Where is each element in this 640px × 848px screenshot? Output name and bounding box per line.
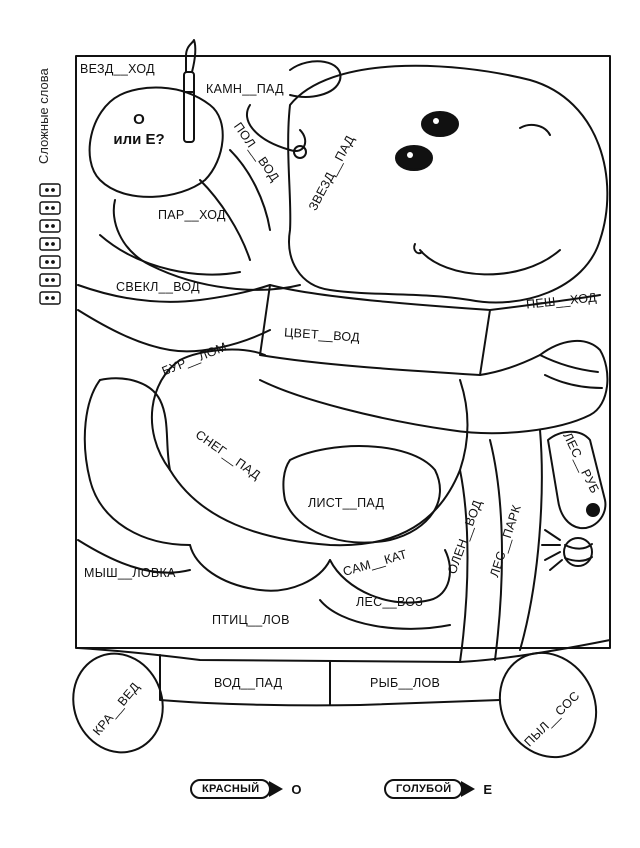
legend-letter: Е bbox=[483, 781, 493, 797]
hippo-eye-right bbox=[396, 146, 432, 170]
word-vezdekhod: ВЕЗД__ХОД bbox=[80, 62, 155, 76]
word-burelom: БУР__ЛОМ bbox=[159, 339, 229, 379]
word-parokhod: ПАР__ХОД bbox=[158, 208, 226, 222]
hippo-smile bbox=[420, 250, 560, 274]
hint-line-1: О bbox=[133, 111, 145, 128]
ball-icon bbox=[542, 530, 592, 570]
word-pylesos: ПЫЛ__СОС bbox=[521, 688, 583, 750]
word-snegopad: СНЕГ__ПАД bbox=[192, 427, 264, 483]
car-wheel-right bbox=[481, 635, 615, 775]
word-myshelovka: МЫШ__ЛОВКА bbox=[84, 566, 176, 580]
word-zvezdopad: ЗВЕЗД__ПАД bbox=[305, 133, 358, 213]
word-polovod: ПОЛ__ВОД bbox=[230, 119, 282, 185]
word-lesopark: ЛЕС__ПАРК bbox=[487, 503, 524, 579]
word-rybolov: РЫБ__ЛОВ bbox=[370, 676, 441, 690]
hippo-ear bbox=[290, 61, 340, 97]
car-body bbox=[78, 640, 610, 662]
belly-patch bbox=[283, 446, 440, 543]
word-olenevod: ОЛЕН__ВОД bbox=[444, 498, 485, 576]
hippo-arm bbox=[260, 341, 607, 433]
word-kraeved: КРА__ВЕД bbox=[90, 679, 143, 739]
word-listopad: ЛИСТ__ПАД bbox=[308, 496, 385, 510]
word-lesorub: ЛЕС__РУБ bbox=[560, 430, 602, 496]
word-tsvetovod: ЦВЕТ__ВОД bbox=[283, 325, 361, 345]
word-lesovoz: ЛЕС__ВОЗ bbox=[356, 595, 424, 609]
pencils-icon bbox=[36, 182, 64, 322]
pencil-tip-icon bbox=[461, 781, 475, 797]
hint-text bbox=[104, 110, 174, 150]
legend-color-name: КРАСНЫЙ bbox=[190, 779, 271, 799]
word-ptitselov: ПТИЦ__ЛОВ bbox=[212, 613, 290, 627]
word-peshekhod: ПЕШ__ХОД bbox=[525, 290, 598, 312]
legend-color-name: ГОЛУБОЙ bbox=[384, 779, 463, 799]
pencil-tip-icon bbox=[269, 781, 283, 797]
word-sveklovod: СВЕКЛ__ВОД bbox=[116, 280, 200, 294]
legend-item-red bbox=[190, 778, 302, 800]
legend-letter: О bbox=[291, 781, 302, 797]
legend-item-blue bbox=[384, 778, 492, 800]
word-kamnepad: КАМН__ПАД bbox=[206, 82, 284, 96]
word-samokat: САМ__КАТ bbox=[341, 547, 409, 579]
hippo-eye-left bbox=[422, 112, 458, 136]
hint-line-2: или Е? bbox=[113, 131, 165, 148]
worksheet-title: Сложные слова bbox=[36, 68, 51, 164]
word-vodopad: ВОД__ПАД bbox=[214, 676, 283, 690]
